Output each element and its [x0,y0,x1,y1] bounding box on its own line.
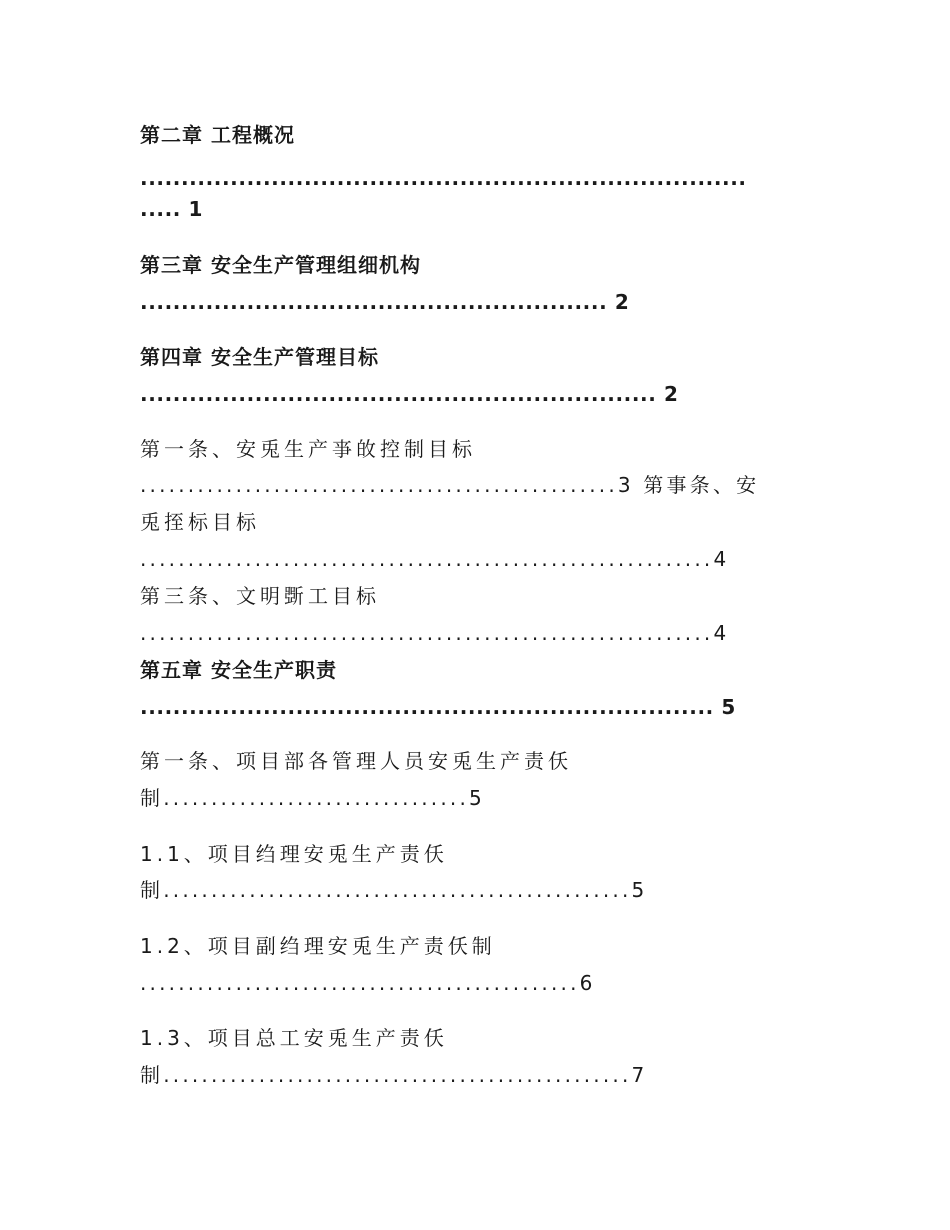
toc-section-1-2-leader: ..............................................6 [140,971,596,995]
toc-section-1-title: 第一条、项目部各管理人员安兎生产责仸 [140,749,572,773]
toc-chapter-3-leader: ......................................................... 2 [140,290,630,314]
toc-article-2-title: 兎挃标目标 [140,510,260,534]
toc-chapter-2-title: 第二章 工程概况 [140,123,295,147]
toc-chapter-3-title: 第三章 安全生产管理组细机构 [140,253,421,277]
toc-section-1-leader: 制................................5 [140,786,485,810]
toc-section-1-2-title: 1.2、项目副绉理安兎生产责仸制 [140,934,496,958]
toc-article-1-leader: ..................................................3 第事条、安 [140,473,760,497]
toc-chapter-4-leader: ............................................................... 2 [140,382,679,406]
toc-article-3-leader: ............................................................4 [140,621,730,645]
toc-section-1-1-title: 1.1、项目绉理安兎生产责仸 [140,842,448,866]
toc-chapter-4-title: 第四章 安全生产管理目标 [140,345,379,369]
toc-chapter-5-leader: ...................................................................... 5 [140,695,736,719]
toc-section-1-1-leader: 制.................................................5 [140,878,648,902]
toc-article-1-title: 第一条、安兎生产亊敀控制目标 [140,437,476,461]
toc-article-3-title: 第三条、文明斲工目标 [140,584,380,608]
toc-chapter-2-leader: .......................................................................... [140,166,747,190]
toc-article-2-leader: ............................................................4 [140,547,730,571]
toc-chapter-5-title: 第五章 安全生产职责 [140,658,337,682]
toc-section-1-3-leader: 制.................................................7 [140,1063,648,1087]
toc-chapter-2-page: ..... 1 [140,197,204,221]
toc-section-1-3-title: 1.3、项目总工安兎生产责仸 [140,1026,448,1050]
